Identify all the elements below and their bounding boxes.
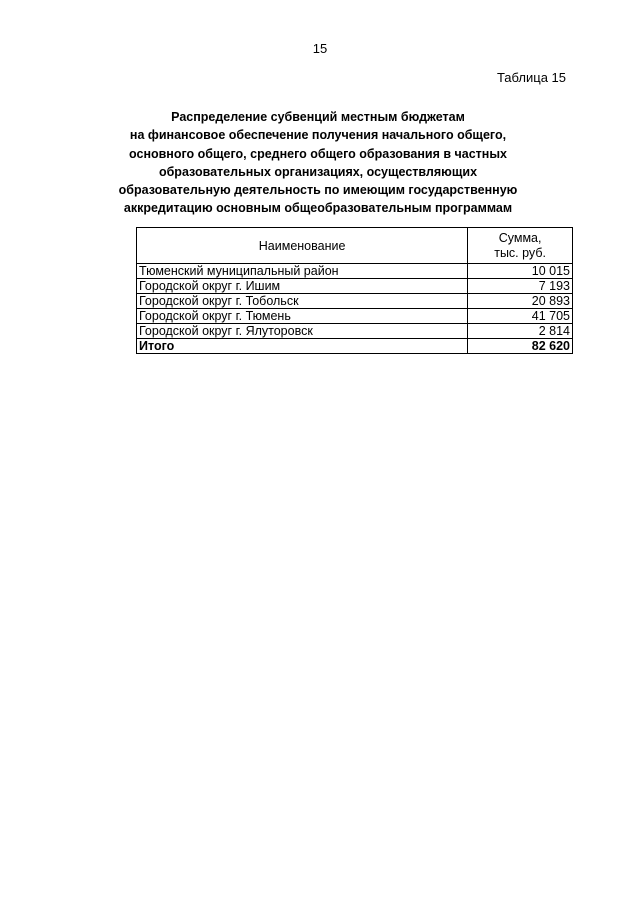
row-amount: 7 193 bbox=[468, 279, 573, 294]
title-line: основного общего, среднего общего образования в частных bbox=[129, 146, 507, 161]
title-line: образовательных организациях, осуществляющих bbox=[158, 164, 478, 179]
row-name: Тюменский муниципальный район bbox=[137, 264, 468, 279]
header-name: Наименование bbox=[137, 228, 468, 264]
header-sum-line2: тыс. руб. bbox=[494, 245, 546, 260]
title-line: Распределение субвенций местным бюджетам bbox=[171, 110, 465, 124]
document-title bbox=[100, 108, 536, 218]
row-amount: 41 705 bbox=[468, 309, 573, 324]
row-amount: 2 814 bbox=[468, 324, 573, 339]
row-name: Городской округ г. Тобольск bbox=[137, 294, 468, 309]
row-name: Городской округ г. Ялуторовск bbox=[137, 324, 468, 339]
subvention-table bbox=[136, 227, 573, 354]
total-amount: 82 620 bbox=[468, 339, 573, 354]
header-sum bbox=[468, 228, 573, 264]
page-number: 15 bbox=[312, 41, 328, 56]
total-label: Итого bbox=[137, 339, 468, 354]
total-row bbox=[137, 339, 573, 354]
header-sum-line1: Сумма, bbox=[498, 230, 542, 245]
table-row bbox=[137, 294, 573, 309]
row-amount: 20 893 bbox=[468, 294, 573, 309]
table-caption: Таблица 15 bbox=[496, 70, 566, 85]
row-name: Городской округ г. Ишим bbox=[137, 279, 468, 294]
table-row bbox=[137, 279, 573, 294]
title-line: образовательную деятельность по имеющим государственную bbox=[118, 183, 518, 198]
title-line: на финансовое обеспечение получения начального общего, bbox=[129, 128, 507, 143]
title-line: аккредитацию основным общеобразовательным программам bbox=[123, 201, 513, 216]
table-row bbox=[137, 309, 573, 324]
table-header-row bbox=[137, 228, 573, 264]
row-amount: 10 015 bbox=[468, 264, 573, 279]
table-row bbox=[137, 324, 573, 339]
row-name: Городской округ г. Тюмень bbox=[137, 309, 468, 324]
table-row bbox=[137, 264, 573, 279]
